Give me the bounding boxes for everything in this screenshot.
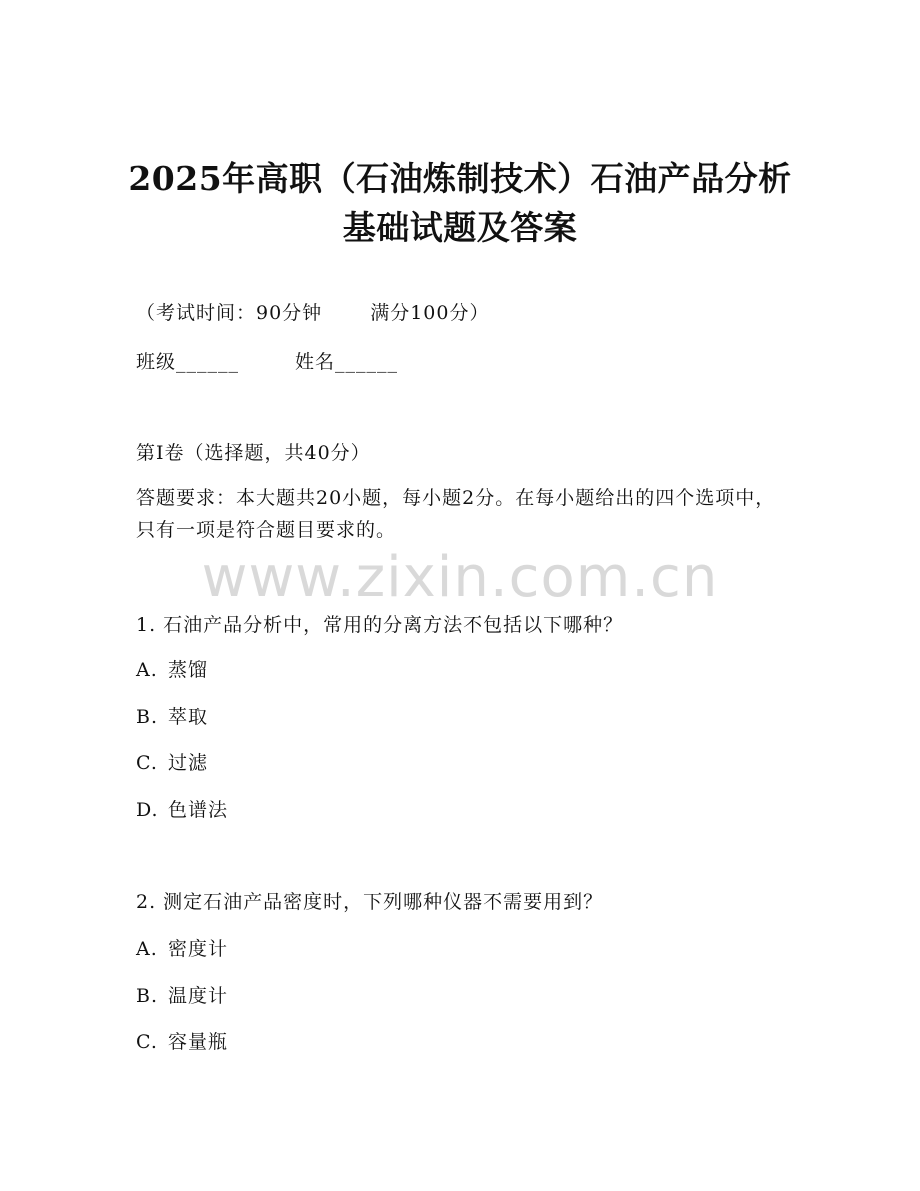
option-letter: D.	[136, 799, 159, 821]
question-stem: 1. 石油产品分析中，常用的分离方法不包括以下哪种？	[136, 614, 624, 636]
question-option	[136, 703, 208, 731]
option-letter: C.	[136, 1031, 158, 1053]
document-title-line2: 基础试题及答案	[342, 208, 578, 247]
full-score: 满分100分）	[370, 302, 490, 324]
option-text: 蒸馏	[168, 659, 209, 681]
document-title-line1: 2025年高职（石油炼制技术）石油产品分析	[128, 159, 792, 198]
question-option	[136, 749, 208, 777]
exam-time: （考试时间：90分钟	[136, 302, 323, 324]
option-text: 温度计	[168, 985, 229, 1007]
name-field: 姓名______	[295, 351, 399, 373]
option-letter: B.	[136, 985, 159, 1007]
option-letter: A.	[136, 938, 158, 960]
exam-info	[136, 299, 489, 327]
option-text: 容量瓶	[168, 1031, 229, 1053]
option-letter: C.	[136, 752, 158, 774]
question-option	[136, 935, 228, 963]
student-info	[136, 348, 398, 376]
option-text: 密度计	[168, 938, 229, 960]
option-letter: B.	[136, 706, 159, 728]
question-stem: 2. 测定石油产品密度时，下列哪种仪器不需要用到？	[136, 891, 604, 913]
option-text: 萃取	[168, 706, 209, 728]
option-letter: A.	[136, 659, 158, 681]
watermark: www.zixin.com.cn	[201, 545, 719, 610]
question-option	[136, 1028, 228, 1056]
question-option	[136, 982, 228, 1010]
class-field: 班级______	[136, 351, 240, 373]
section-title: 第I卷（选择题，共40分）	[136, 442, 371, 464]
instructions: 答题要求：本大题共20小题，每小题2分。在每小题给出的四个选项中，只有一项是符合题目要求的。	[136, 487, 776, 541]
option-text: 色谱法	[168, 799, 229, 821]
question-option	[136, 796, 228, 824]
option-text: 过滤	[168, 752, 209, 774]
question-option	[136, 656, 208, 684]
